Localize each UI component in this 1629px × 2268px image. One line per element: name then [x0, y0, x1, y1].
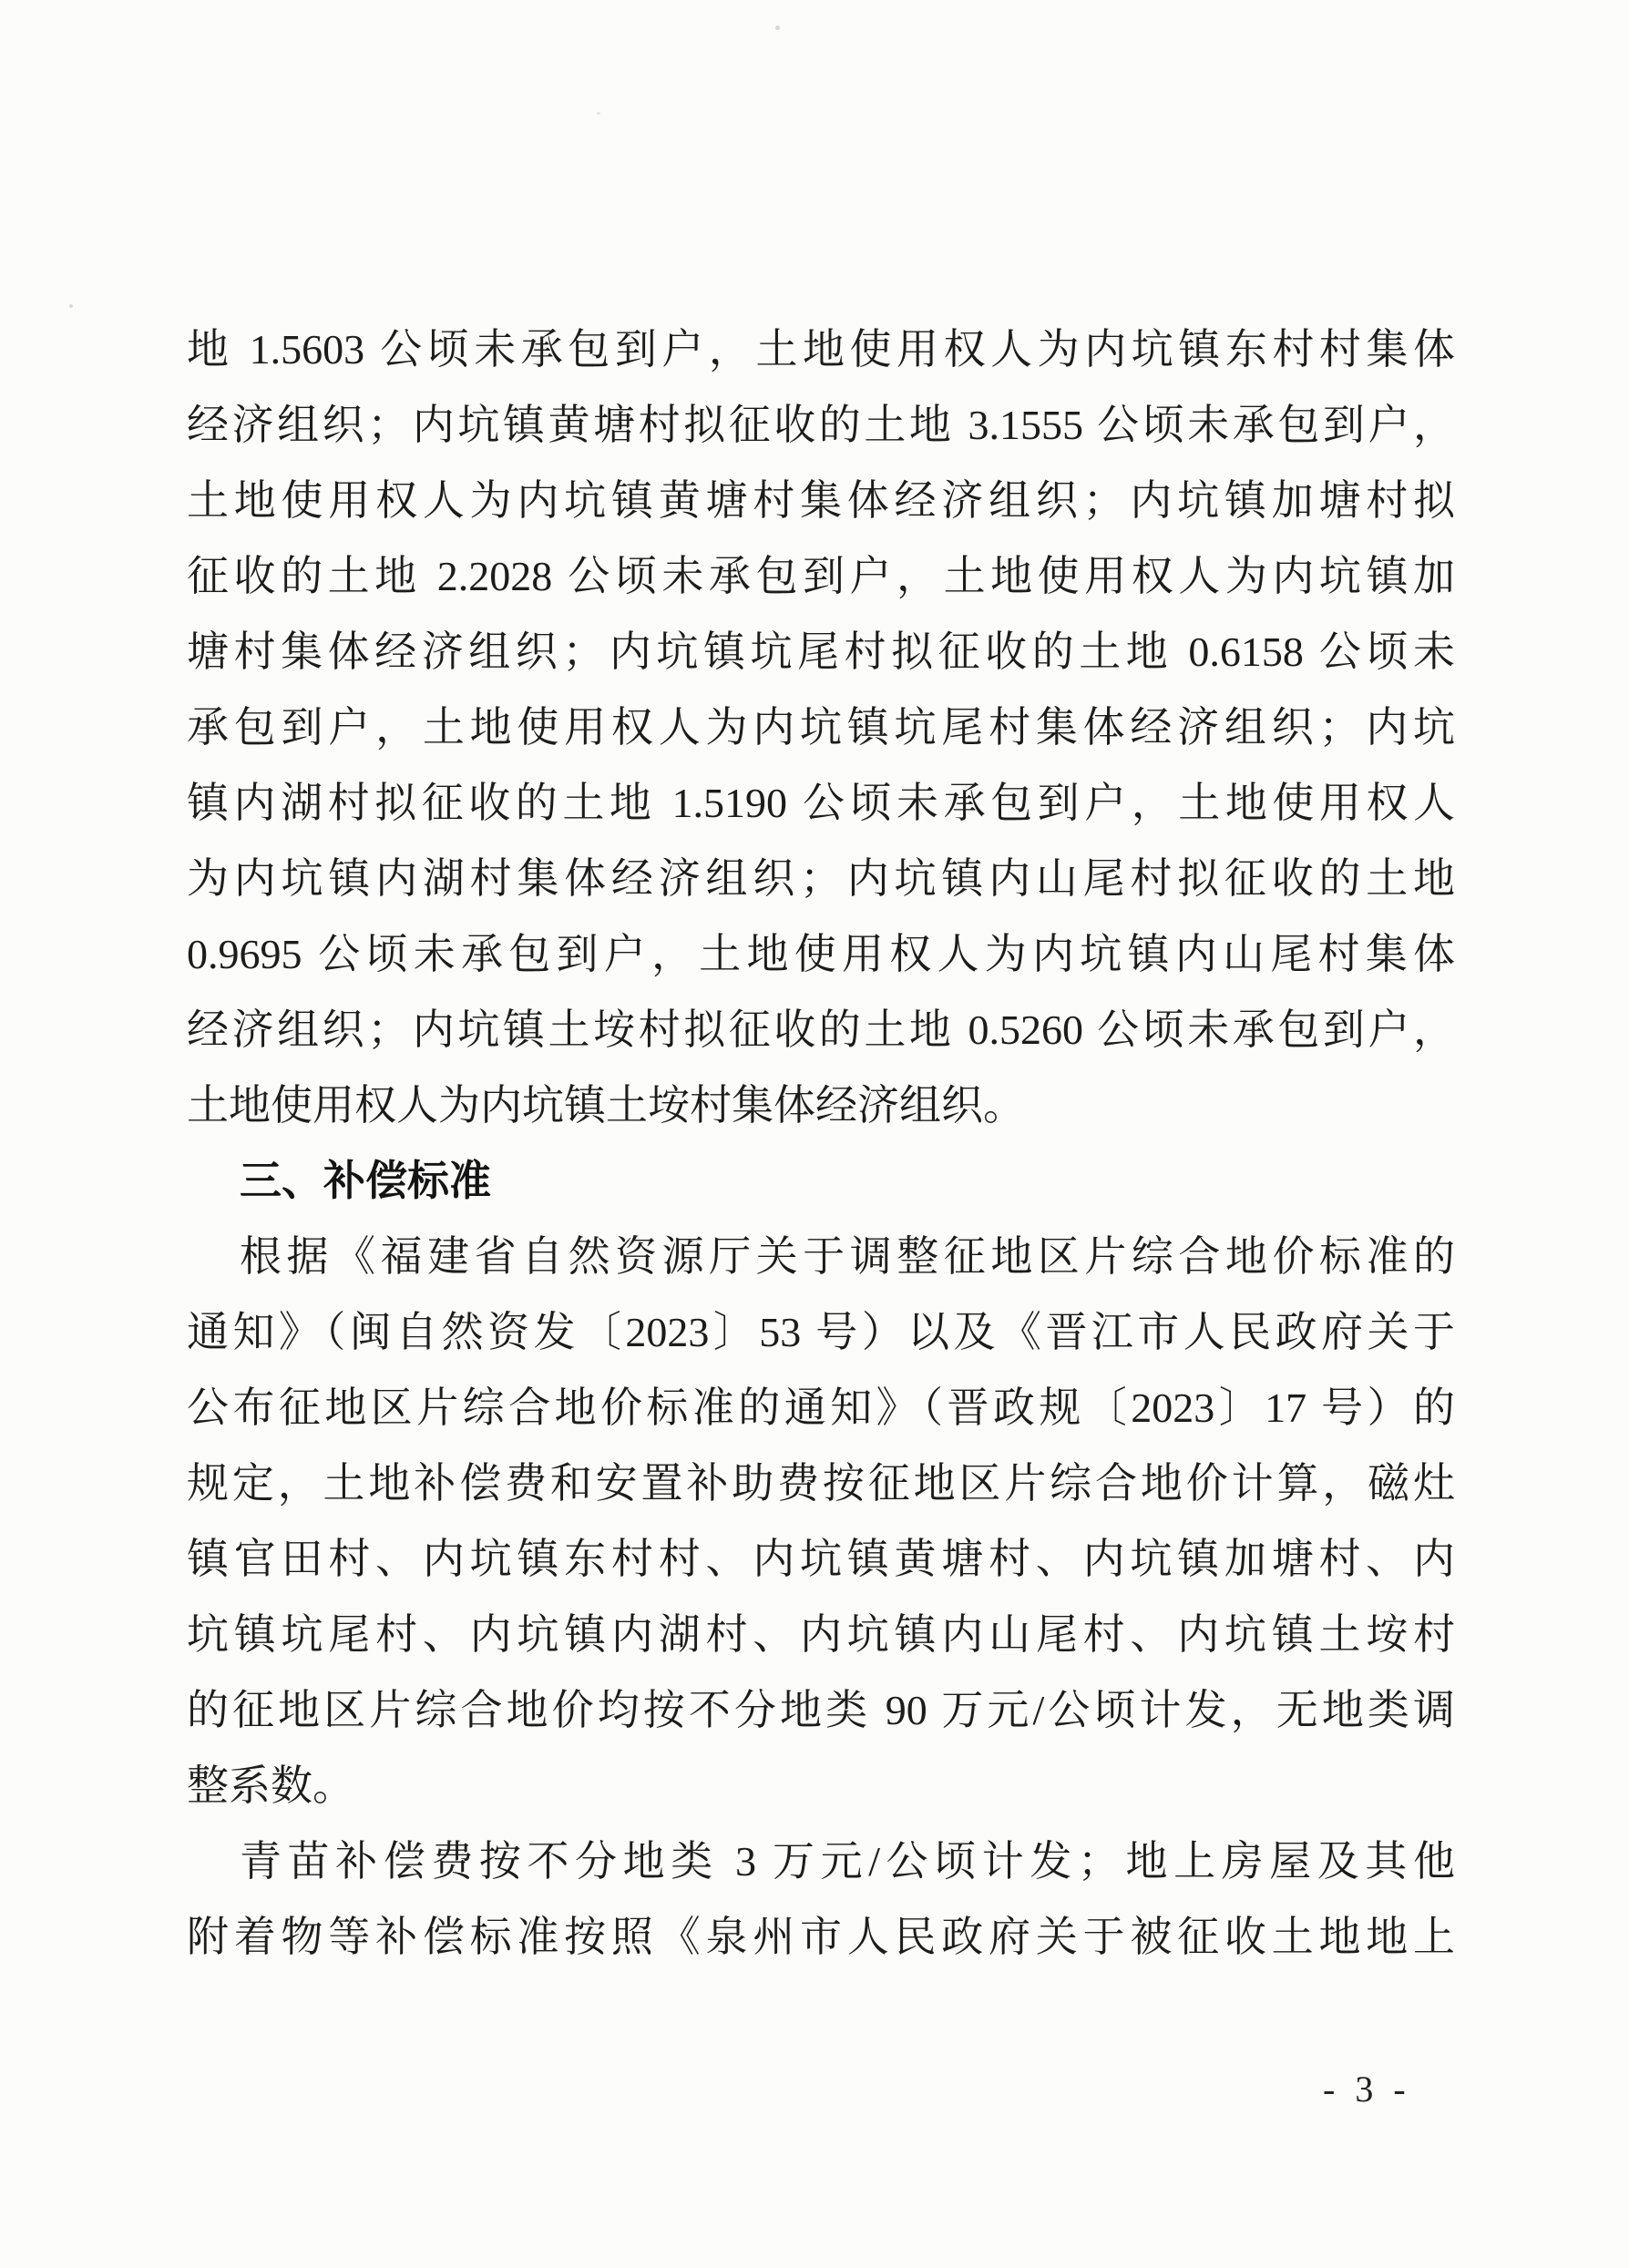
- body-line: 规定，土地补偿费和安置补助费按征地区片综合地价计算，磁灶: [187, 1460, 1455, 1507]
- body-line: 镇内湖村拟征收的土地 1.5190 公顷未承包到户，土地使用权人: [187, 780, 1455, 826]
- body-line: 为内坑镇内湖村集体经济组织；内坑镇内山尾村拟征收的土地: [187, 855, 1455, 902]
- scan-speck: [69, 304, 73, 308]
- body-line: 附着物等补偿标准按照《泉州市人民政府关于被征收土地地上: [187, 1914, 1455, 1960]
- body-line: 公布征地区片综合地价标准的通知》（晋政规〔2023〕17 号）的: [187, 1384, 1455, 1431]
- body-line: 坑镇坑尾村、内坑镇内湖村、内坑镇内山尾村、内坑镇土垵村: [187, 1611, 1455, 1658]
- body-line: 地 1.5603 公顷未承包到户，土地使用权人为内坑镇东村村集体: [187, 326, 1455, 373]
- body-line: 0.9695 公顷未承包到户，土地使用权人为内坑镇内山尾村集体: [187, 931, 1455, 977]
- page-number: - 3 -: [1323, 2069, 1411, 2110]
- body-line: 土地使用权人为内坑镇土垵村集体经济组织。: [187, 1082, 1025, 1129]
- body-line: 的征地区片综合地价均按不分地类 90 万元/公顷计发，无地类调: [187, 1687, 1455, 1733]
- body-line: 根据《福建省自然资源厅关于调整征地区片综合地价标准的: [240, 1233, 1455, 1280]
- body-line: 通知》（闽自然资发〔2023〕53 号）以及《晋江市人民政府关于: [187, 1309, 1455, 1355]
- scan-speck: [775, 26, 780, 30]
- body-line: 镇官田村、内坑镇东村村、内坑镇黄塘村、内坑镇加塘村、内: [187, 1536, 1455, 1582]
- body-line: 青苗补偿费按不分地类 3 万元/公顷计发；地上房屋及其他: [240, 1838, 1455, 1885]
- body-line: 承包到户，土地使用权人为内坑镇坑尾村集体经济组织；内坑: [187, 704, 1455, 751]
- body-line: 经济组织；内坑镇土垵村拟征收的土地 0.5260 公顷未承包到户，: [187, 1006, 1455, 1053]
- body-line: 塘村集体经济组织；内坑镇坑尾村拟征收的土地 0.6158 公顷未: [187, 628, 1455, 675]
- section-heading: 三、补偿标准: [240, 1157, 491, 1204]
- body-line: 土地使用权人为内坑镇黄塘村集体经济组织；内坑镇加塘村拟: [187, 477, 1455, 524]
- body-line: 经济组织；内坑镇黄塘村拟征收的土地 3.1555 公顷未承包到户，: [187, 402, 1455, 448]
- body-line: 征收的土地 2.2028 公顷未承包到户，土地使用权人为内坑镇加: [187, 553, 1455, 599]
- body-line: 整系数。: [187, 1762, 354, 1809]
- text-block: [187, 312, 1455, 1975]
- scan-speck: [597, 112, 600, 115]
